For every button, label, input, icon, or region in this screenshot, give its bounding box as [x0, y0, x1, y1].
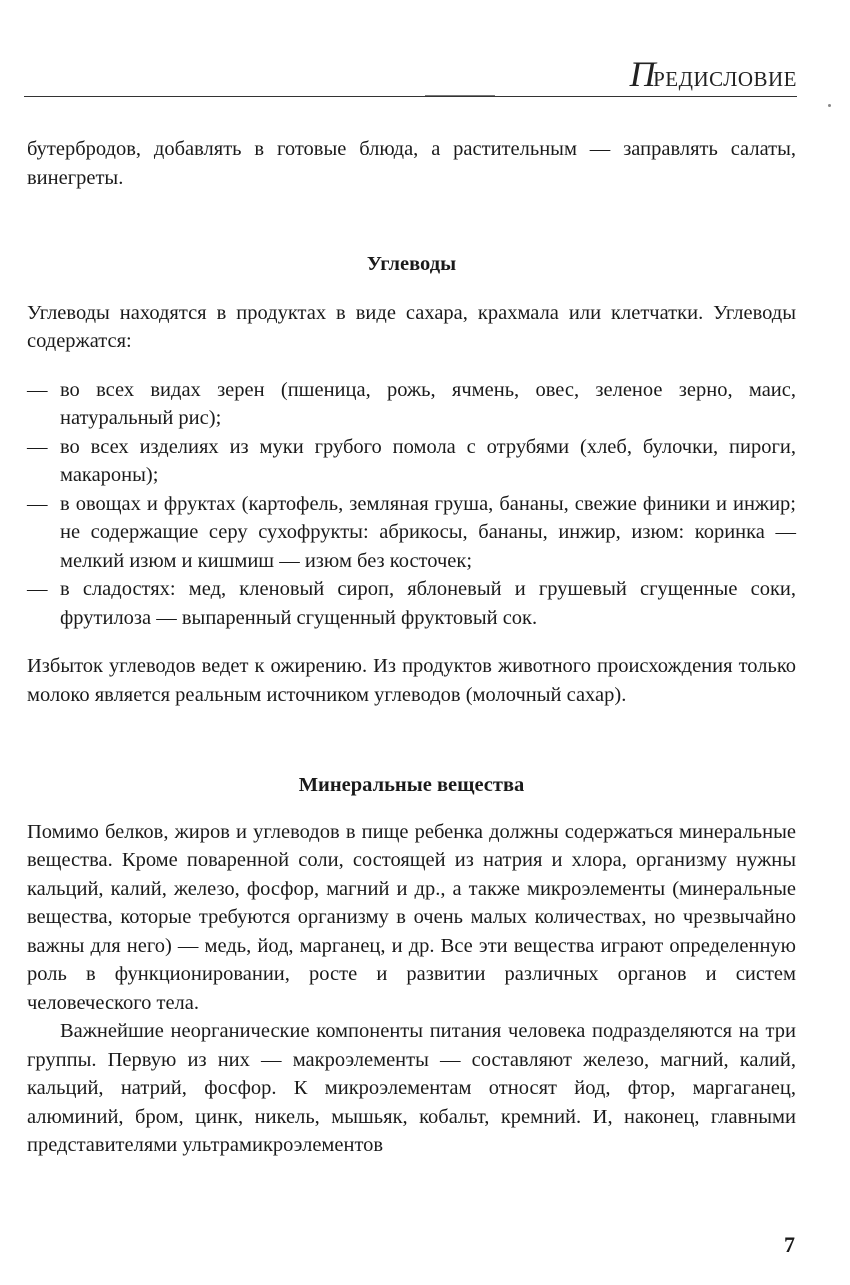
running-header — [24, 50, 797, 97]
minerals-paragraph-2: Важнейшие неорганические компоненты питания человека подразделяются на три группы. Первую из них — макроэлементы — составляют железо, магний, калий, кальций, натрий, фосфор. К микроэлементам относят йод, фтор, маргаганец, алюминий, бром, цинк, никель, мышьяк, кобальт, кремний. И, наконец, главными представителями ультрамикроэлементов — [27, 1020, 796, 1156]
intro-paragraph: бутербродов, добавлять в готовые блюда, а растительным — заправлять салаты, винегреты. — [27, 138, 796, 189]
carbohydrates-closing: Избыток углеводов ведет к ожирению. Из продуктов животного происхождения только молоко является реальным источником углеводов (молочный сахар). — [27, 655, 796, 706]
minerals-paragraph-1: Помимо белков, жиров и углеводов в пище ребенка должны содержаться минеральные вещества. Кроме поваренной соли, состоящей из натрия и хлора, организму нужны кальций, калий, железо, фосфор, магний и др., а также микроэлементы (минеральные вещества, которые требуются организму в очень малых количествах, но чрезвычайно важны для него) — медь, йод, марганец, и др. Все эти вещества играют определенную роль в функционировании, росте и развитии различных органов и систем человеческого тела. — [27, 820, 796, 1014]
margin-speck — [828, 104, 831, 107]
header-rule-accent — [425, 95, 495, 96]
carbohydrates-list — [27, 376, 796, 633]
list-item: — во всех изделиях из муки грубого помола с отрубями (хлеб, булочки, пироги, макароны); — [27, 433, 796, 490]
running-head-title — [630, 56, 797, 92]
dash-marker: — — [27, 578, 48, 600]
dash-marker: — — [27, 492, 48, 515]
list-item: — во всех видах зерен (пшеница, рожь, ячмень, овес, зеленое зерно, маис, натуральный рис); — [27, 376, 796, 433]
page-body — [27, 135, 796, 1160]
dash-marker: — — [27, 378, 48, 401]
list-item: — в овощах и фруктах (картофель, земляная груша, бананы, свежие финики и инжир; не содержащие серу сухофрукты: абрикосы, бананы, инжир, изюм: коринка — мелкий изюм и кишмиш — изюм без косточек; — [27, 490, 796, 576]
section-heading-carbohydrates: Углеводы — [366, 253, 457, 275]
running-head-initial: П — [629, 54, 657, 94]
running-head-rest: РЕДИСЛОВИЕ — [653, 67, 797, 91]
carbohydrates-intro: Углеводы находятся в продуктах в виде сахара, крахмала или клетчатки. Углеводы содержатся: — [27, 301, 796, 352]
section-heading-minerals: Минеральные вещества — [298, 774, 525, 796]
dash-marker: — — [27, 435, 48, 458]
list-item: — в сладостях: мед, кленовый сироп, яблоневый и грушевый сгущенные соки, фрутилоза — выпаренный сгущенный фруктовый сок. — [27, 575, 796, 632]
page-number: 7 — [784, 1232, 795, 1257]
